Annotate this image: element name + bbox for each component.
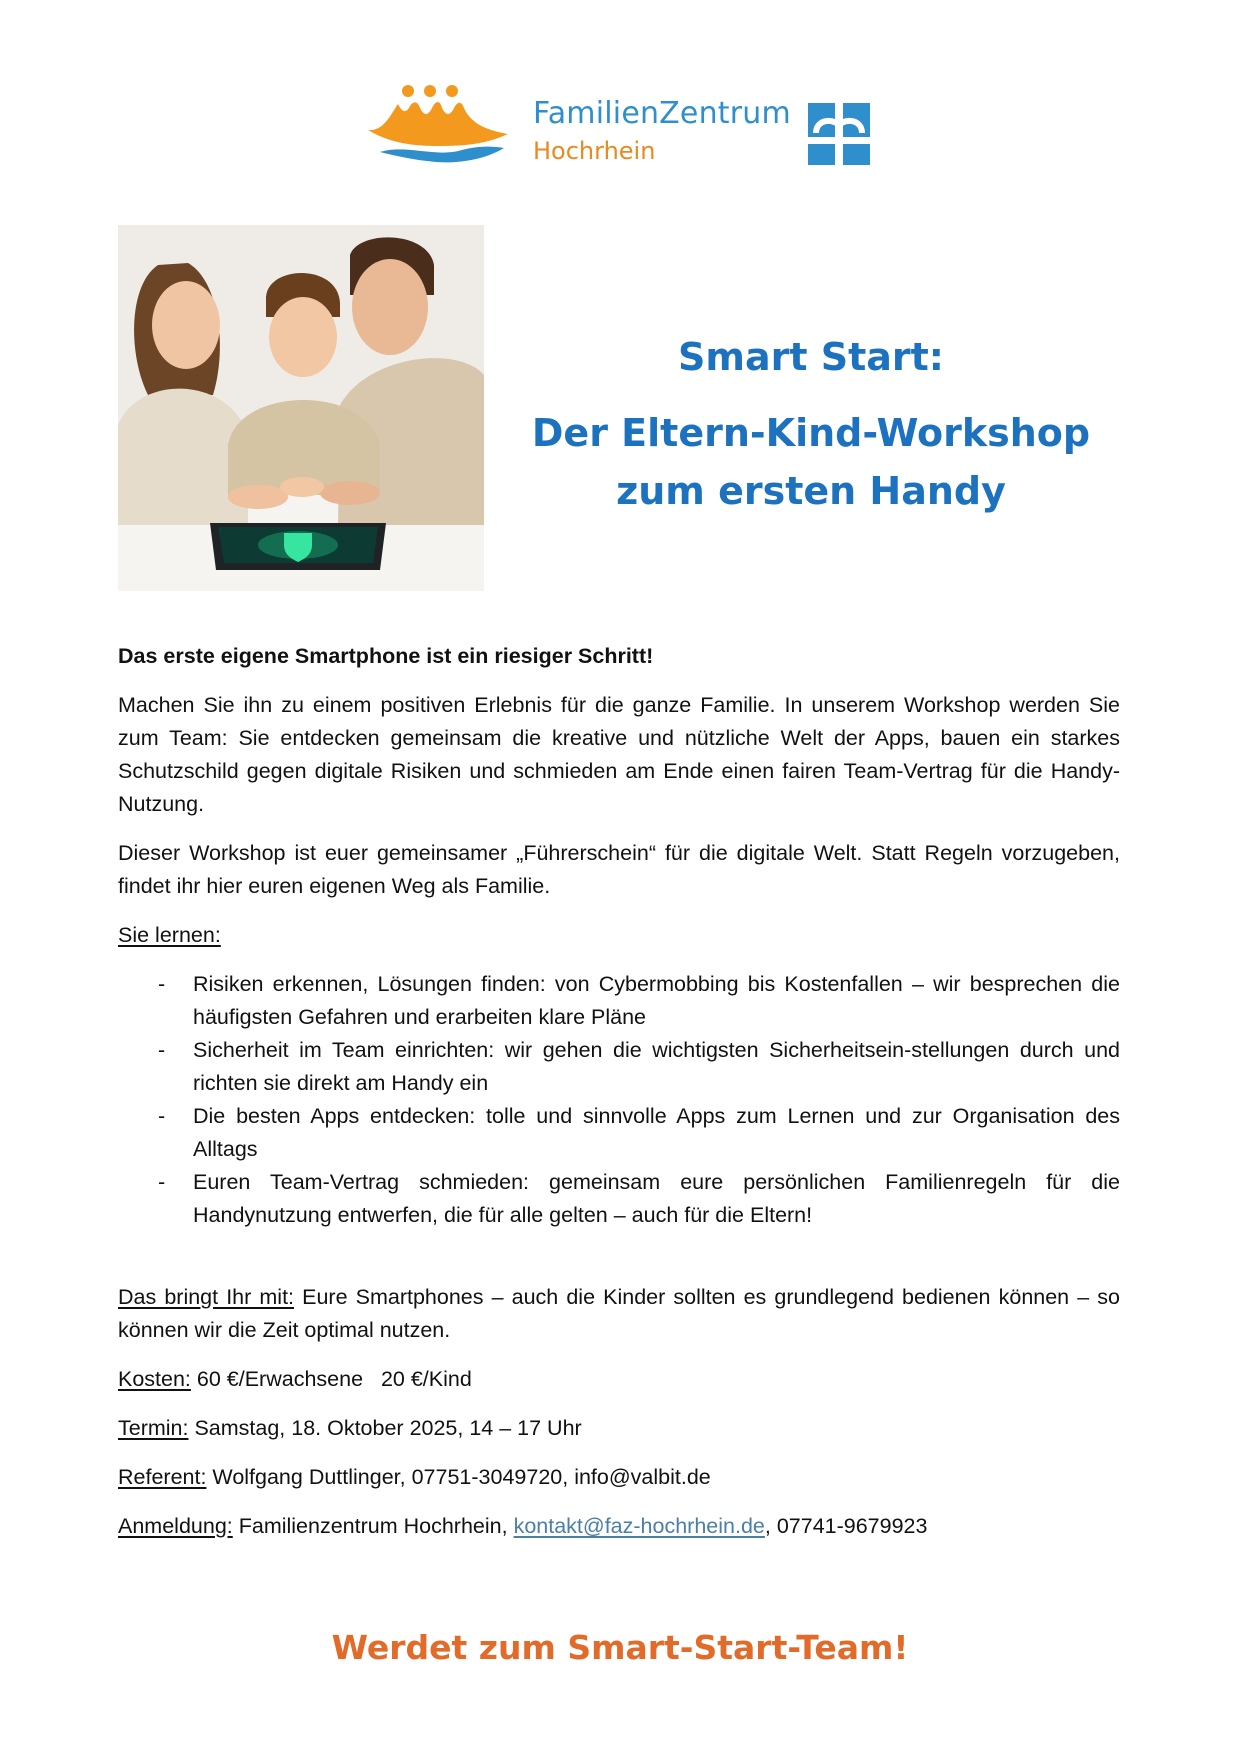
cost-label: Kosten: <box>118 1367 191 1391</box>
list-item: - Euren Team-Vertrag schmieden: gemeinsam eure persönlichen Familienregeln für die Handynutzung entwerfen, die für alle gelten – auch für die Eltern! <box>158 1166 1120 1232</box>
speaker-line <box>118 1461 1120 1494</box>
main-content <box>118 640 1120 1543</box>
headline: Das erste eigene Smartphone ist ein riesiger Schritt! <box>118 644 654 668</box>
bring-line <box>118 1281 1120 1347</box>
family-photo <box>118 225 484 591</box>
diakonie-cross-icon <box>808 103 870 165</box>
learn-heading-label: Sie lernen: <box>118 923 221 947</box>
intro-paragraph: Machen Sie ihn zu einem positiven Erlebnis für die ganze Familie. In unserem Workshop werden Sie zum Team: Sie entdecken gemeinsam die kreative und nützliche Welt der Apps, bauen ein starkes Schutzschild gegen digitale Risiken und schmieden am Ende einen fairen Team-Vertrag für die Handy-Nutzung. <box>118 693 1120 816</box>
signup-text: Familienzentrum Hochrhein, <box>232 1514 514 1538</box>
learn-list <box>118 968 1120 1232</box>
title-line-1: Smart Start: <box>677 335 945 379</box>
date-line <box>118 1412 1120 1445</box>
signup-email-link[interactable]: kontakt@faz-hochrhein.de <box>513 1514 765 1538</box>
family-tablet-illustration <box>118 225 484 591</box>
bring-text: Eure Smartphones – auch die Kinder sollten es grundlegend bedienen können – so können wir die Zeit optimal nutzen. <box>118 1285 1120 1342</box>
workshop-title <box>520 330 1102 518</box>
signup-phone: , 07741-9679923 <box>764 1514 928 1538</box>
familienzentrum-logo-icon <box>366 82 510 168</box>
logo-subtitle: Hochrhein <box>533 137 656 165</box>
speaker-label: Referent: <box>118 1465 207 1489</box>
date-text: Samstag, 18. Oktober 2025, 14 – 17 Uhr <box>188 1416 582 1440</box>
signup-label: Anmeldung: <box>118 1514 233 1538</box>
call-to-action: Werdet zum Smart-Start-Team! <box>331 1628 909 1667</box>
cost-line <box>118 1363 1120 1396</box>
speaker-text: Wolfgang Duttlinger, 07751-3049720, info@valbit.de <box>206 1465 711 1489</box>
date-label: Termin: <box>118 1416 189 1440</box>
logo-title: FamilienZentrum <box>533 96 791 131</box>
license-paragraph: Dieser Workshop ist euer gemeinsamer „Führerschein“ für die digitale Welt. Statt Regeln vorzugeben, findet ihr hier euren eigenen Weg als Familie. <box>118 841 1120 898</box>
list-item: - Sicherheit im Team einrichten: wir gehen die wichtigsten Sicherheitsein-stellungen durch und richten sie direkt am Handy ein <box>158 1034 1120 1100</box>
list-item: - Risiken erkennen, Lösungen finden: von Cybermobbing bis Kostenfallen – wir besprechen die häufigsten Gefahren und erarbeiten klare Pläne <box>158 968 1120 1034</box>
bring-label: Das bringt Ihr mit: <box>118 1285 295 1309</box>
learn-heading <box>118 919 1120 952</box>
list-item: - Die besten Apps entdecken: tolle und sinnvolle Apps zum Lernen und zur Organisation des Alltags <box>158 1100 1120 1166</box>
signup-line <box>118 1510 1120 1543</box>
title-line-2: Der Eltern-Kind-Workshop <box>531 411 1091 455</box>
title-line-3: zum ersten Handy <box>616 469 1006 513</box>
cost-text: 60 €/Erwachsene 20 €/Kind <box>190 1367 472 1391</box>
